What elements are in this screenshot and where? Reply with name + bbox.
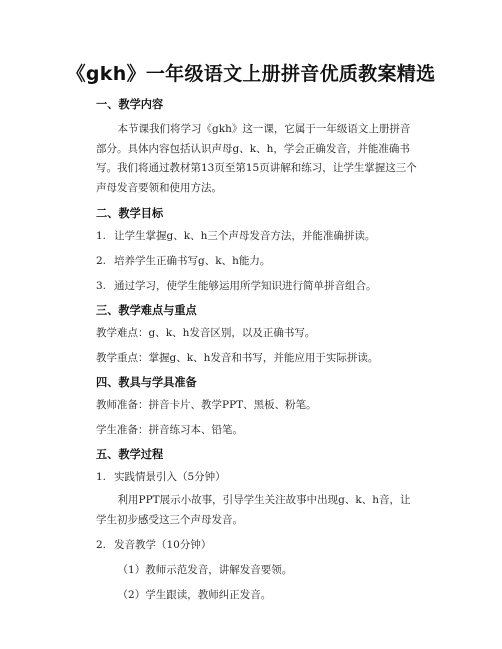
step-text: 发音教学（10分钟） (114, 538, 212, 551)
process-step (96, 470, 418, 484)
item-text: 让学生掌握g、k、h三个声母发音方法，并能准确拼读。 (114, 230, 376, 243)
sub-step: （1）教师示范发音，讲解发音要领。 (117, 563, 293, 576)
step-text: 实践情景引入（5分钟） (114, 471, 226, 484)
sub-step: （2）学生跟读，教师纠正发音。 (117, 588, 272, 601)
objective-item (96, 229, 418, 243)
section-heading-difficulties: 三、教学难点与重点 (96, 304, 197, 318)
difficulty-line: 教学难点：g、k、h发音区别，以及正确书写。 (96, 327, 316, 340)
section-heading-materials: 四、教具与学具准备 (96, 376, 197, 390)
student-materials-line: 学生准备：拼音练习本、铅笔。 (96, 424, 243, 437)
objective-item (96, 279, 418, 293)
process-step (96, 538, 418, 552)
item-number: 3. (96, 280, 107, 293)
document-title: 《gkh》一年级语文上册拼音优质教案精选 (66, 63, 436, 85)
content-paragraph: 本节课我们将学习《gkh》这一课，它属于一年级语文上册拼音部分。具体内容包括认识声母g、k、h，学会正确发音，并能准确书写。我们将通过教材第13页至第15页讲解和练习，让学生掌握这三个声母发音要领和使用方法。 (96, 123, 417, 194)
step-number: 1. (96, 471, 107, 484)
item-number: 2. (96, 255, 107, 268)
step-number: 2. (96, 538, 107, 551)
step-paragraph: 利用PPT展示小故事，引导学生关注故事中出现g、k、h音，让学生初步感受这三个声母发音。 (96, 494, 411, 526)
section-heading-process: 五、教学过程 (96, 448, 164, 462)
document-body (96, 98, 418, 613)
item-number: 1. (96, 230, 107, 243)
teacher-materials-line: 教师准备：拼音卡片、教学PPT、黑板、粉笔。 (96, 399, 317, 412)
key-point-line: 教学重点：掌握g、k、h发音和书写，并能应用于实际拼读。 (96, 352, 379, 365)
section-heading-objectives: 二、教学目标 (96, 207, 164, 221)
item-text: 通过学习，使学生能够运用所学知识进行简单拼音组合。 (114, 280, 377, 293)
objective-item (96, 254, 418, 268)
item-text: 培养学生正确书写g、k、h能力。 (114, 255, 271, 268)
section-heading-content: 一、教学内容 (96, 98, 164, 111)
